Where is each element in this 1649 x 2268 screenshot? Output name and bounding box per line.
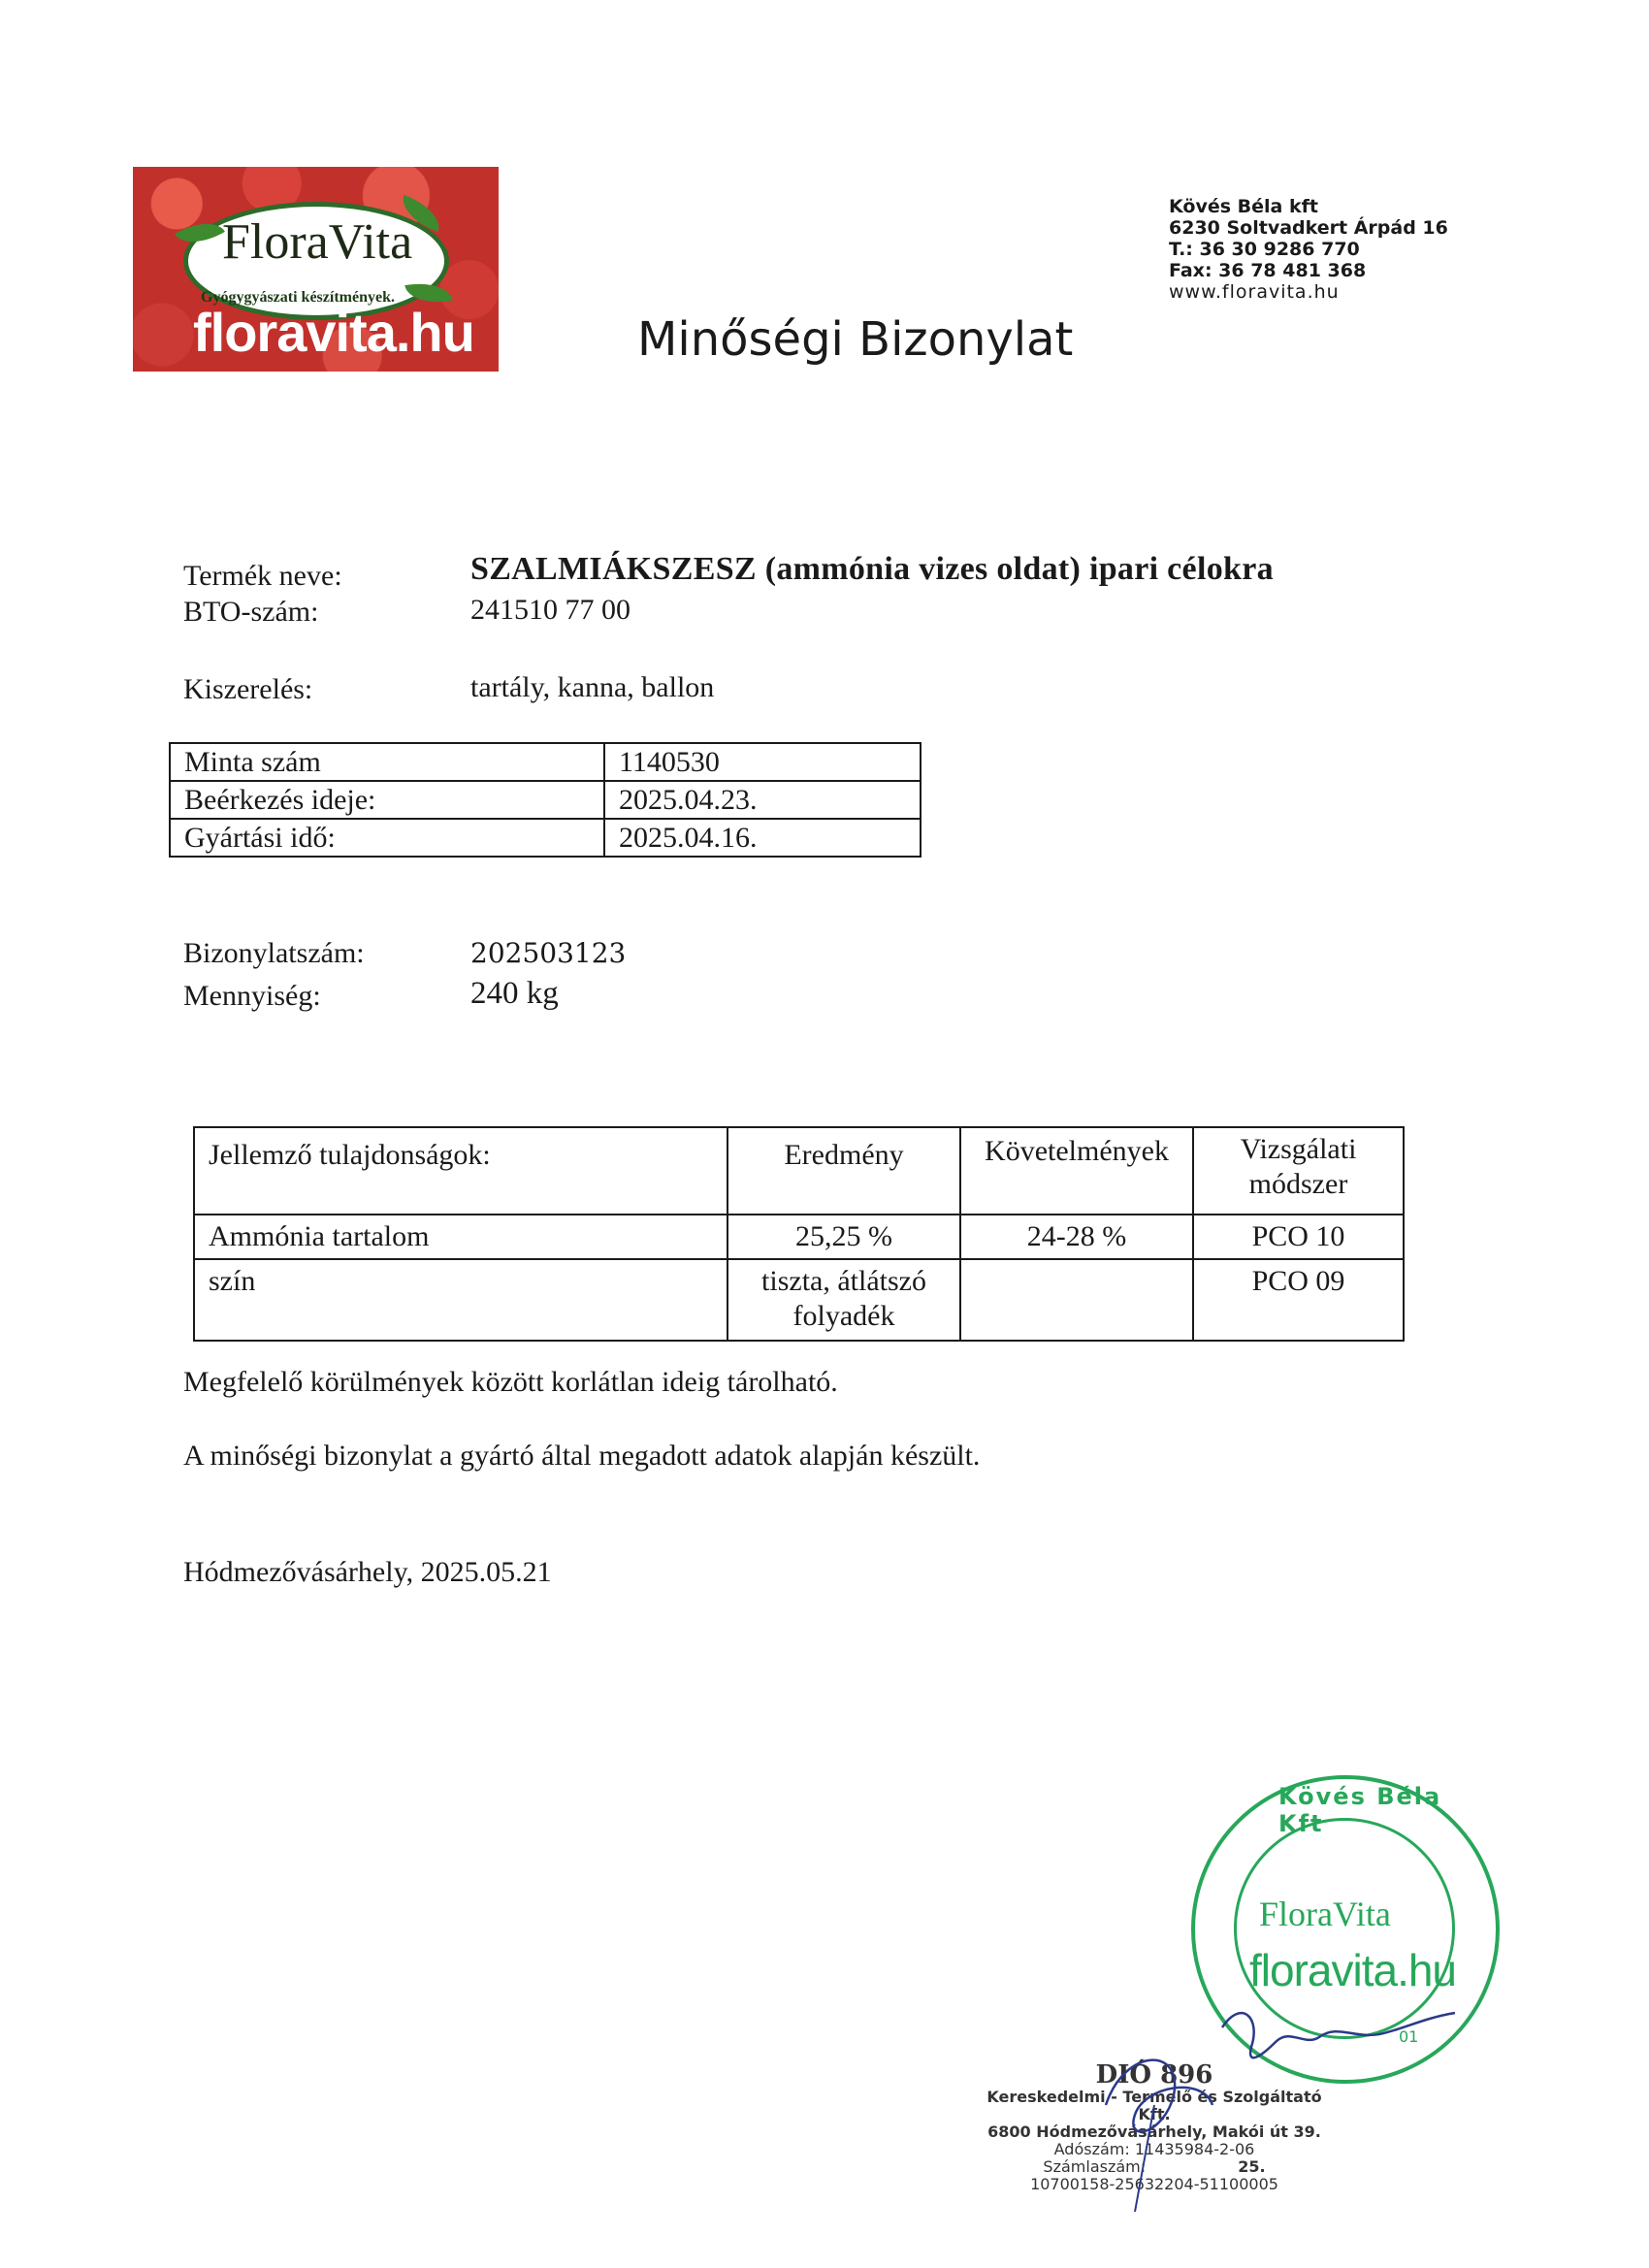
storage-note: Megfelelő körülmények között korlátlan ideig tárolható. xyxy=(183,1366,838,1398)
bto-label: BTO-szám: xyxy=(183,596,319,628)
sample-table xyxy=(169,742,922,858)
sample-number-value: 1140530 xyxy=(604,743,921,781)
dio-account-label: Számlaszám: xyxy=(1043,2157,1147,2176)
property-cell: Ammónia tartalom xyxy=(194,1215,728,1259)
logo-brand: FloraVita xyxy=(222,214,413,270)
dio-line-2: 6800 Hódmezővásárhely, Makói út 39. xyxy=(987,2122,1321,2141)
property-cell: szín xyxy=(194,1259,728,1341)
stamp-number: 01 xyxy=(1399,2027,1419,2046)
result-cell: tiszta, átlátszó folyadék xyxy=(728,1259,960,1341)
dio-title: DIÓ 896 xyxy=(1095,2060,1213,2090)
quantity-label: Mennyiség: xyxy=(183,980,321,1012)
requirements-cell xyxy=(960,1259,1193,1341)
company-info xyxy=(1169,196,1537,303)
page-title: Minőségi Bizonylat xyxy=(637,312,1074,367)
production-date-label: Gyártási idő: xyxy=(170,819,604,857)
header-requirements: Követelmények xyxy=(960,1127,1193,1215)
table-row xyxy=(170,743,921,781)
table-row xyxy=(194,1215,1404,1259)
requirements-cell: 24-28 % xyxy=(960,1215,1193,1259)
floravita-logo xyxy=(133,167,499,372)
certificate-number-value: 202503123 xyxy=(470,937,627,969)
product-name-label: Termék neve: xyxy=(183,560,342,592)
method-cell: PCO 09 xyxy=(1193,1259,1404,1341)
quantity-value: 240 kg xyxy=(470,976,559,1011)
header-result: Eredmény xyxy=(728,1127,960,1215)
stamp-top-text: Kövés Béla Kft xyxy=(1278,1783,1442,1837)
certificate-number-label: Bizonylatszám: xyxy=(183,937,365,969)
arrival-date-label: Beérkezés ideje: xyxy=(170,781,604,819)
header-property: Jellemző tulajdonságok: xyxy=(194,1127,728,1215)
table-row xyxy=(194,1259,1404,1341)
dio-account-num: 25. xyxy=(1238,2157,1266,2176)
product-name-value: SZALMIÁKSZESZ (ammónia vizes oldat) ipari célokra xyxy=(470,551,1274,587)
dio-line-3: Adószám: 11435984-2-06 xyxy=(1053,2140,1255,2158)
company-fax: Fax: 36 78 481 368 xyxy=(1169,260,1367,281)
properties-table xyxy=(193,1126,1405,1342)
company-name: Kövés Béla kft xyxy=(1169,196,1318,217)
place-date: Hódmezővásárhely, 2025.05.21 xyxy=(183,1556,552,1588)
bto-value: 241510 77 00 xyxy=(470,594,630,626)
company-web: www.floravita.hu xyxy=(1169,281,1340,303)
result-cell: 25,25 % xyxy=(728,1215,960,1259)
logo-url: floravita.hu xyxy=(193,302,474,363)
table-row xyxy=(170,819,921,857)
packaging-value: tartály, kanna, ballon xyxy=(470,671,715,703)
table-row xyxy=(170,781,921,819)
company-phone: T.: 36 30 9286 770 xyxy=(1169,239,1360,260)
header-method: Vizsgálati módszer xyxy=(1193,1127,1404,1215)
source-note: A minőségi bizonylat a gyártó által megadott adatok alapján készült. xyxy=(183,1440,981,1472)
stamp-url: floravita.hu xyxy=(1249,1945,1457,1995)
sample-number-label: Minta szám xyxy=(170,743,604,781)
logo-tagline: Gyógygyászati készítmények. xyxy=(201,289,395,306)
arrival-date-value: 2025.04.23. xyxy=(604,781,921,819)
company-address: 6230 Soltvadkert Árpád 16 xyxy=(1169,217,1448,239)
stamp-brand: FloraVita xyxy=(1259,1895,1391,1933)
dio-line-5: 10700158-25632204-51100005 xyxy=(1030,2175,1278,2193)
dio-line-1: Kereskedelmi - Termelő és Szolgáltató Kft. xyxy=(986,2088,1322,2123)
packaging-label: Kiszerelés: xyxy=(183,673,313,705)
method-cell: PCO 10 xyxy=(1193,1215,1404,1259)
table-header-row xyxy=(194,1127,1404,1215)
handwritten-signature xyxy=(1067,1989,1513,2212)
production-date-value: 2025.04.16. xyxy=(604,819,921,857)
